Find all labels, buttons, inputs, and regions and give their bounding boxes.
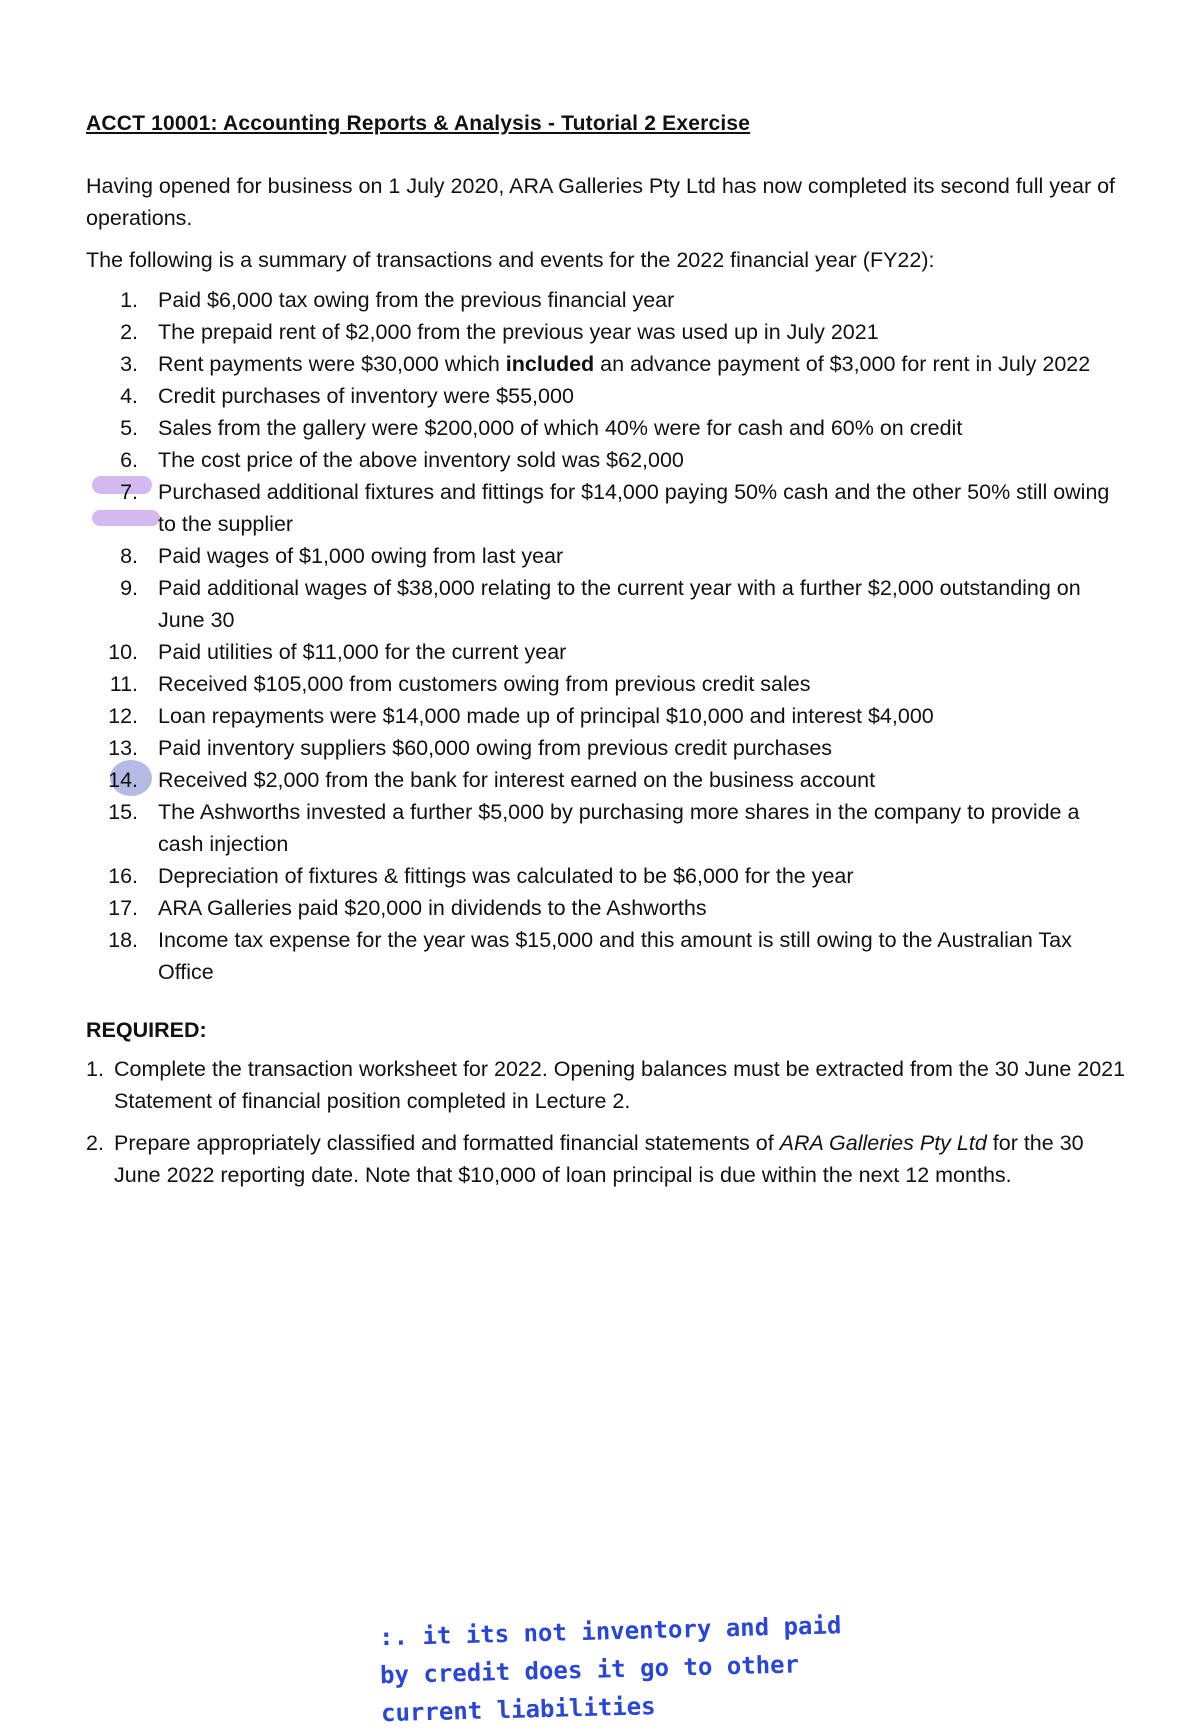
list-text: Received $105,000 from customers owing from previous credit sales	[158, 672, 811, 696]
list-text: Paid inventory suppliers $60,000 owing from previous credit purchases	[158, 736, 833, 760]
handwritten-note: :. it its not inventory and paid by credit does it go to other current liabilities	[378, 1611, 842, 1728]
list-item	[86, 700, 1126, 732]
transaction-list	[86, 284, 1126, 988]
list-number: 12.	[108, 704, 138, 728]
emphasis-text: included	[505, 352, 595, 376]
company-name: ARA Galleries Pty Ltd	[779, 1131, 987, 1155]
list-item	[86, 636, 1126, 668]
list-text: The cost price of the above inventory sold was $62,000	[158, 448, 684, 472]
list-text: Income tax expense for the year was $15,000 and this amount is still owing to the Australian Tax Office	[158, 928, 1072, 984]
list-text: Purchased additional fixtures and fittings for $14,000 paying 50% cash and the other 50% still owing to the supplier	[158, 480, 1110, 536]
requirement-number: 2.	[86, 1131, 104, 1155]
list-text: Paid utilities of $11,000 for the current year	[158, 640, 567, 664]
requirement-text: Prepare appropriately classified and formatted financial statements of	[114, 1131, 780, 1155]
list-item	[86, 668, 1126, 700]
list-text: Credit purchases of inventory were $55,000	[158, 384, 574, 408]
requirement-item	[86, 1127, 1126, 1191]
list-text: an advance payment of $3,000 for rent in July 2022	[594, 352, 1091, 376]
list-number: 7.	[120, 480, 138, 504]
list-item	[86, 380, 1126, 412]
list-number: 1.	[120, 288, 138, 312]
list-item	[86, 476, 1126, 540]
list-item	[86, 796, 1126, 860]
intro-paragraph: Having opened for business on 1 July 2020, ARA Galleries Pty Ltd has now completed its second full year of operations.	[86, 174, 1116, 230]
list-item	[86, 572, 1126, 636]
list-item	[86, 892, 1126, 924]
requirement-item	[86, 1053, 1126, 1117]
list-text: Depreciation of fixtures & fittings was calculated to be $6,000 for the year	[158, 864, 854, 888]
list-item	[86, 316, 1126, 348]
list-text: ARA Galleries paid $20,000 in dividends to the Ashworths	[158, 896, 707, 920]
document-page	[86, 112, 1126, 1201]
list-item	[86, 732, 1126, 764]
list-number: 10.	[108, 640, 138, 664]
list-item	[86, 764, 1126, 796]
list-item	[86, 444, 1126, 476]
list-number: 8.	[120, 544, 138, 568]
requirement-number: 1.	[86, 1057, 104, 1081]
required-heading: REQUIRED:	[86, 1018, 207, 1042]
list-text: Paid wages of $1,000 owing from last year	[158, 544, 564, 568]
list-number: 11.	[109, 672, 138, 696]
list-number: 13.	[108, 736, 138, 760]
list-number: 3.	[120, 352, 138, 376]
requirement-text: for the 30 June 2022 reporting date. Note that $10,000 of loan principal is due within the next 12 months.	[114, 1131, 1084, 1187]
requirement-text: Complete the transaction worksheet for 2022. Opening balances must be extracted from the 30 June 2021 Statement of financial position completed in Lecture 2.	[114, 1057, 1126, 1113]
list-item	[86, 540, 1126, 572]
page-title: ACCT 10001: Accounting Reports & Analysis - Tutorial 2 Exercise	[86, 112, 751, 135]
list-number: 15.	[108, 800, 138, 824]
list-number: 5.	[120, 416, 138, 440]
lead-paragraph: The following is a summary of transactions and events for the 2022 financial year (FY22):	[86, 248, 935, 272]
list-text: Rent payments were $30,000 which	[158, 352, 506, 376]
list-text: Received $2,000 from the bank for interest earned on the business account	[158, 768, 876, 792]
list-item	[86, 284, 1126, 316]
list-item	[86, 348, 1126, 380]
list-text: Sales from the gallery were $200,000 of which 40% were for cash and 60% on credit	[158, 416, 963, 440]
list-number: 17.	[108, 896, 138, 920]
list-item	[86, 924, 1126, 988]
list-text: Paid $6,000 tax owing from the previous financial year	[158, 288, 675, 312]
list-text: The Ashworths invested a further $5,000 by purchasing more shares in the company to provide a cash injection	[158, 800, 1080, 856]
list-item	[86, 412, 1126, 444]
list-number: 4.	[120, 384, 138, 408]
list-number: 9.	[120, 576, 138, 600]
list-number: 14.	[108, 768, 138, 792]
list-number: 2.	[120, 320, 138, 344]
list-text: The prepaid rent of $2,000 from the previous year was used up in July 2021	[158, 320, 879, 344]
list-number: 16.	[108, 864, 138, 888]
list-text: Paid additional wages of $38,000 relating to the current year with a further $2,000 outstanding on June 30	[158, 576, 1081, 632]
list-text: Loan repayments were $14,000 made up of principal $10,000 and interest $4,000	[158, 704, 934, 728]
list-number: 6.	[120, 448, 138, 472]
list-number: 18.	[108, 928, 138, 952]
list-item	[86, 860, 1126, 892]
